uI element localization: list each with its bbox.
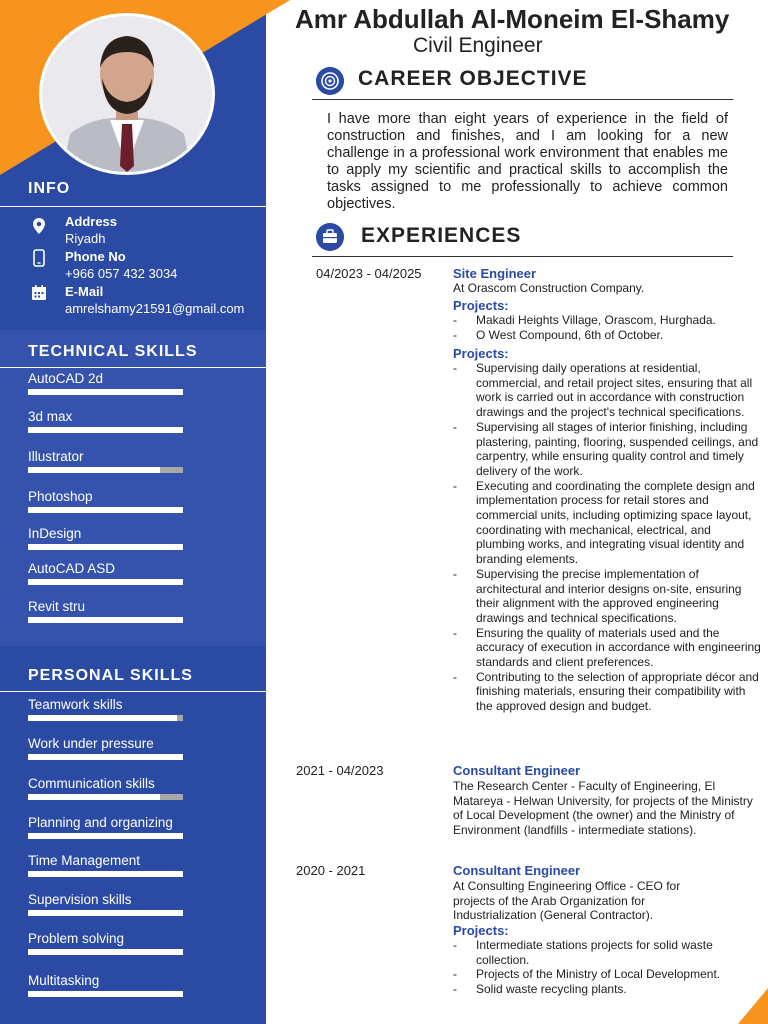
skill-level-bar <box>28 833 183 839</box>
email-value[interactable]: amrelshamy21591@gmail.com <box>65 301 245 316</box>
profile-photo <box>39 13 215 175</box>
skill-name: Work under pressure <box>28 736 154 751</box>
skill-item <box>28 598 188 616</box>
skill-name: Planning and organizing <box>28 815 173 830</box>
list-item: - Contributing to the selection of appropriate décor and finishing materials, ensuring their compatibility with the approved design and budget. <box>453 670 761 714</box>
skill-level-bar <box>28 991 183 997</box>
experience-role: Site Engineer <box>453 266 537 281</box>
experiences-heading: EXPERIENCES <box>361 224 522 247</box>
skill-name: Problem solving <box>28 931 125 946</box>
address-value: Riyadh <box>65 231 106 246</box>
skill-item <box>28 448 188 466</box>
skill-level-fill <box>28 991 183 997</box>
list-item: - Supervising daily operations at residential, commercial, and retail project sites, ensuring that all work is carried out in accordance with construction drawings and the project's technical specifications. <box>453 361 761 420</box>
skill-level-bar <box>28 871 183 877</box>
projects-list <box>453 313 763 342</box>
skill-level-fill <box>28 427 183 433</box>
skill-item <box>28 735 188 753</box>
skill-level-fill <box>28 467 160 473</box>
experience-company: At Consulting Engineering Office - CEO for projects of the Arab Organization for Industrialization (General Contractor). <box>453 879 681 923</box>
experience-date: 2020 - 2021 <box>296 863 366 878</box>
skill-item <box>28 972 188 990</box>
skill-level-bar <box>28 754 183 760</box>
job-title: Civil Engineer <box>413 34 543 57</box>
experience-role: Consultant Engineer <box>453 863 581 878</box>
skill-name: 3d max <box>28 409 73 424</box>
skill-level-bar <box>28 579 183 585</box>
skill-item <box>28 525 188 543</box>
skill-name: Teamwork skills <box>28 697 123 712</box>
skill-level-fill <box>28 617 183 623</box>
list-item: - Makadi Heights Village, Orascom, Hurghada. <box>453 313 763 328</box>
orange-accent-tip <box>266 0 296 20</box>
calendar-icon <box>30 284 48 302</box>
skill-name: Illustrator <box>28 449 84 464</box>
list-item: - Solid waste recycling plants. <box>453 982 753 997</box>
skill-name: Photoshop <box>28 489 93 504</box>
skill-level-fill <box>28 579 183 585</box>
skill-name: AutoCAD ASD <box>28 561 116 576</box>
info-title: INFO <box>28 180 71 197</box>
skill-level-bar <box>28 544 183 550</box>
skill-level-bar <box>28 715 183 721</box>
skill-level-bar <box>28 389 183 395</box>
skill-level-fill <box>28 544 183 550</box>
phone-icon <box>30 249 48 267</box>
briefcase-icon <box>316 223 344 251</box>
skill-level-bar <box>28 910 183 916</box>
skill-level-bar <box>28 617 183 623</box>
skill-item <box>28 930 188 948</box>
personal-skills-rule <box>0 691 266 692</box>
list-item: - Supervising the precise implementation of architectural and interior designs on-site, ensuring their alignment with the approved engineering drawings and technical specifications. <box>453 567 761 626</box>
list-item: - Projects of the Ministry of Local Development. <box>453 967 753 982</box>
skill-item <box>28 408 188 426</box>
email-label: E-Mail <box>65 284 104 299</box>
skill-level-fill <box>28 871 183 877</box>
skill-name: Time Management <box>28 853 141 868</box>
projects-label: Projects: <box>453 923 509 938</box>
career-objective-text: I have more than eight years of experience in the field of construction and finishes, and I am looking for a new challenge in a professional work environment that enables me to apply my scientific and practical skills to accomplish the tasks assigned to me professionally to achieve common objectives. <box>327 111 728 212</box>
skill-level-bar <box>28 949 183 955</box>
experience-date: 2021 - 04/2023 <box>296 763 384 778</box>
skill-level-bar <box>28 427 183 433</box>
career-objective-rule <box>312 99 733 100</box>
skill-item <box>28 560 188 578</box>
avatar <box>42 16 212 172</box>
skill-name: InDesign <box>28 526 82 541</box>
skill-item <box>28 852 188 870</box>
skill-level-fill <box>28 507 183 513</box>
skill-level-fill <box>28 389 183 395</box>
projects-label: Projects: <box>453 298 509 313</box>
list-item: - Ensuring the quality of materials used and the accuracy of execution in accordance with engineering standards and client preferences. <box>453 626 761 670</box>
skill-item <box>28 696 188 714</box>
duties-list <box>453 361 761 714</box>
skill-name: Communication skills <box>28 776 155 791</box>
skill-name: Multitasking <box>28 973 100 988</box>
skill-level-fill <box>28 754 183 760</box>
phone-value[interactable]: +966 057 432 3034 <box>65 266 178 281</box>
skill-name: Supervision skills <box>28 892 132 907</box>
location-pin-icon <box>30 217 48 235</box>
skill-level-bar <box>28 794 183 800</box>
list-item: - Intermediate stations projects for solid waste collection. <box>453 938 753 967</box>
experience-date: 04/2023 - 04/2025 <box>316 266 422 281</box>
info-rule <box>0 206 266 207</box>
list-item: - Executing and coordinating the complete design and implementation process for retail stores and commercial units, including optimizing space layout, coordinating with mechanical, electrical, and plumbing works, and integrating visual identity and branding elements. <box>453 479 761 567</box>
person-name: Amr Abdullah Al-Moneim El-Shamy <box>295 4 730 34</box>
experience-role: Consultant Engineer <box>453 763 581 778</box>
experience-company: The Research Center - Faculty of Engineering, El Matareya - Helwan University, for projects of the Ministry of Local Development (the owner) and the Ministry of Environment (landfills - intermediate stations). <box>453 779 753 838</box>
skill-item <box>28 891 188 909</box>
experiences-rule <box>312 256 733 257</box>
phone-label: Phone No <box>65 249 126 264</box>
career-objective-heading: CAREER OBJECTIVE <box>358 67 588 90</box>
skill-name: AutoCAD 2d <box>28 371 104 386</box>
list-item: - O West Compound, 6th of October. <box>453 328 763 343</box>
duties-label: Projects: <box>453 346 509 361</box>
skill-level-fill <box>28 949 183 955</box>
skill-level-fill <box>28 794 160 800</box>
skill-level-fill <box>28 715 177 721</box>
technical-skills-title: TECHNICAL SKILLS <box>28 343 198 360</box>
skill-level-fill <box>28 833 183 839</box>
personal-skills-title: PERSONAL SKILLS <box>28 667 193 684</box>
list-item: - Supervising all stages of interior finishing, including plastering, painting, flooring, suspended ceilings, and carpentry, while ensuring quality control and timely delivery of the work. <box>453 420 761 479</box>
skill-level-bar <box>28 467 183 473</box>
skill-level-fill <box>28 910 183 916</box>
address-label: Address <box>65 214 118 229</box>
experience-company: At Orascom Construction Company. <box>453 281 645 295</box>
skill-item <box>28 775 188 793</box>
skill-level-bar <box>28 507 183 513</box>
skill-item <box>28 814 188 832</box>
technical-skills-rule <box>0 367 266 368</box>
skill-name: Revit stru <box>28 599 86 614</box>
skill-item <box>28 370 188 388</box>
target-icon <box>316 67 344 95</box>
skill-item <box>28 488 188 506</box>
projects-list <box>453 938 753 997</box>
